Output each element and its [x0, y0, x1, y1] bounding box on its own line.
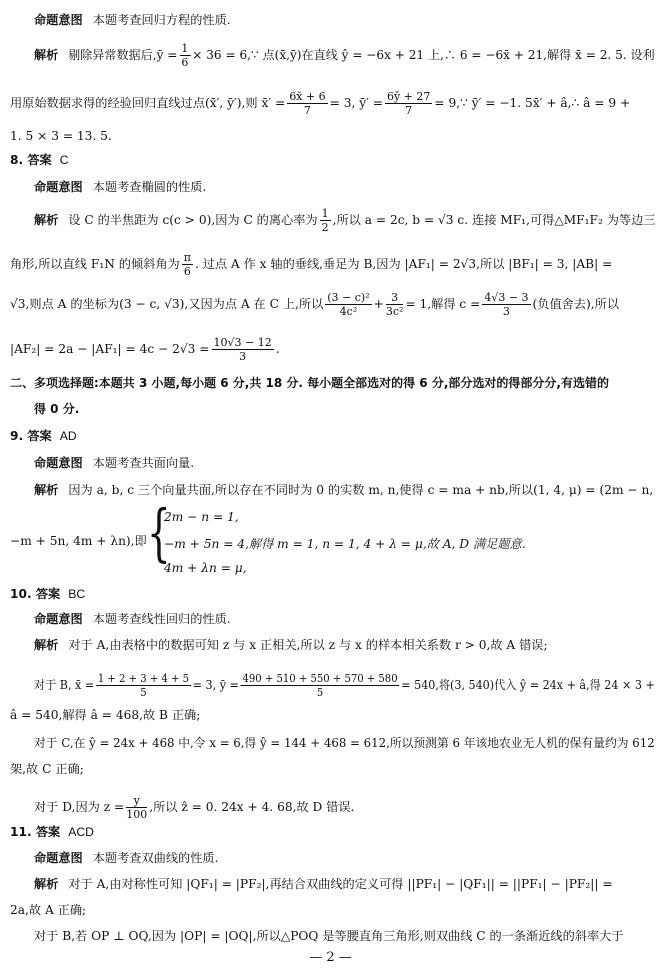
numerator: π [183, 251, 191, 264]
numerator: y [126, 795, 147, 808]
q7-analysis-line-1 [34, 43, 655, 68]
denominator: 6 [183, 265, 191, 278]
text: √3,则点 A 的坐标为(3 − c, √3),又因为点 A 在 C 上,所以 [10, 297, 324, 311]
intent-label: 命题意图 [34, 612, 83, 626]
text: 剔除异常数据后, [68, 48, 157, 62]
q7-analysis-line-2 [10, 91, 630, 116]
text: ,所以 ẑ = 0. 24x + 4. 68,故 D 错误. [149, 800, 355, 814]
text: ,所以 a = 2c, b = √3 c. 连接 MF₁,可得△MF₁F₂ 为等边三 [332, 213, 656, 227]
answer-label: 11. 答案 [10, 825, 61, 839]
page-number: — 2 — [309, 950, 352, 965]
denominator: 3 [502, 305, 510, 318]
text: × 36 = 6,∵ 点(x̄,ȳ)在直线 ŷ = −6x + 21 上,∴ 6 = −6x̄ + 21,解得 x̄ = 2. 5. 设利 [192, 48, 655, 62]
fraction [386, 292, 404, 317]
numerator: 3 [386, 292, 404, 305]
denominator: 2 [321, 221, 329, 234]
fraction [212, 337, 274, 362]
denominator: 7 [405, 104, 413, 117]
analysis-label: 解析 [34, 638, 59, 652]
fraction [287, 91, 327, 116]
fraction [385, 91, 432, 116]
fraction [126, 795, 147, 820]
section-heading: 二、多项选择题:本题共 3 小题,每小题 6 分,共 18 分. 每小题全部选对的得 6 分,部分选对的得部分分,有选错的 [10, 376, 609, 390]
intent-text: 本题考查回归方程的性质. [92, 13, 231, 27]
fraction [482, 292, 530, 317]
numerator: 6ȳ + 27 [386, 90, 431, 103]
intent-text: 本题考查椭圆的性质. [92, 180, 207, 194]
text: 对于 A,由表格中的数据可知 z 与 x 正相关,所以 z 与 x 的样本相关系数 r > 0,故 A 错误; [68, 638, 548, 652]
text: 因为 a, b, c 三个向量共面,所以存在不同时为 0 的实数 m, n,使得 c = ma + nb,所以(1, 4, μ) = (2m − n, [68, 483, 654, 497]
fraction [96, 673, 191, 698]
denominator: 5 [316, 686, 324, 699]
q11-analysis-line-1 [34, 878, 613, 890]
text: 对于 B, x̄ = [34, 678, 95, 692]
text: |AF₂| = 2a − |AF₁| = 4c − 2√3 = [10, 342, 210, 356]
q8-analysis-line-2 [10, 252, 612, 277]
intent-label: 命题意图 [34, 180, 83, 194]
q8-analysis-line-3 [10, 292, 619, 317]
intent-text: 本题考查双曲线的性质. [92, 851, 219, 865]
denominator: 4c² [339, 305, 358, 318]
text: (负值舍去),所以 [532, 297, 620, 311]
analysis-label: 解析 [34, 48, 59, 62]
q7-analysis-line-3: 1. 5 × 3 = 13. 5. [10, 129, 112, 143]
denominator: 100 [126, 808, 148, 821]
q9-intent-line [34, 457, 194, 469]
analysis-label: 解析 [34, 213, 59, 227]
intent-label: 命题意图 [34, 851, 83, 865]
q9-answer-line [10, 430, 77, 442]
denominator: 7 [303, 104, 311, 117]
q10-analysis-line-5: 架,故 C 正确; [10, 762, 84, 776]
text: 对于 A,由对称性可知 |QF₁| = |PF₂|,再结合双曲线的定义可得 ||PF₁| − |QF₁|| = ||PF₁| − |PF₂|| = [68, 877, 613, 891]
system-eq-3: 4m + λn = μ, [164, 561, 247, 575]
system-eq-2: −m + 5n = 4,解得 m = 1, n = 1, 4 + λ = μ,故 A, D 满足题意. [164, 537, 526, 551]
intent-text: 本题考查共面向量. [92, 456, 195, 470]
answer-label: 9. 答案 [10, 429, 52, 443]
numerator: 1 + 2 + 3 + 4 + 5 [97, 672, 190, 685]
text: . [275, 342, 280, 356]
q8-answer-line [10, 154, 69, 166]
answer-label: 8. 答案 [10, 153, 52, 167]
answer-label: 10. 答案 [10, 587, 61, 601]
numerator: 1 [181, 42, 189, 55]
q10-analysis-line-2 [34, 673, 655, 698]
brace-symbol: { [147, 496, 171, 569]
q8-intent-line [34, 181, 206, 193]
text: = 3, ȳ′ = [329, 96, 383, 110]
analysis-label: 解析 [34, 877, 59, 891]
answer-value: BC [68, 587, 86, 601]
q10-answer-line [10, 588, 85, 600]
numerator: (3 − c)² [327, 291, 370, 304]
fraction [182, 252, 193, 277]
intent-label: 命题意图 [34, 456, 83, 470]
numerator: 10√3 − 12 [213, 336, 272, 349]
q9-analysis-line-2: −m + 5n, 4m + λn),即 [10, 534, 147, 548]
numerator: 4√3 − 3 [484, 291, 529, 304]
q10-analysis-line-1 [34, 639, 548, 651]
numerator: 6x̄ + 6 [289, 90, 326, 103]
text: = 1,解得 c = [405, 297, 481, 311]
intent-label: 命题意图 [34, 13, 83, 27]
text: 对于 D,因为 z = [34, 800, 125, 814]
text: = 3, ȳ = [192, 678, 239, 692]
q10-intent-line [34, 613, 231, 625]
text: = 9,∵ ȳ′ = −1. 5x̄′ + â,∴ â = 9 + [434, 96, 631, 110]
numerator: 1 [321, 207, 329, 220]
q11-answer-line [10, 826, 94, 838]
answer-value: ACD [68, 825, 94, 839]
text: . 过点 A 作 x 轴的垂线,垂足为 B,因为 |AF₁| = 2√3,所以 |BF₁| = 3, |AB| = [194, 257, 613, 271]
q11-analysis-line-3: 对于 B,若 OP ⊥ OQ,因为 |OP| = |OQ|,所以△POQ 是等腰直角三角形,则双曲线 C 的一条渐近线的斜率大于 [34, 929, 624, 943]
q8-analysis-line-1 [34, 208, 655, 233]
denominator: 5 [140, 686, 147, 699]
text: 用原始数据求得的经验回归直线过点(x̄′, ȳ′),则 x̄′ = [10, 96, 286, 110]
q11-intent-line [34, 852, 219, 864]
system-eq-1: 2m − n = 1, [164, 510, 239, 524]
answer-value: C [59, 153, 69, 167]
intent-text: 本题考查线性回归的性质. [92, 612, 231, 626]
denominator: 3c² [385, 305, 404, 318]
section-heading-line-2: 得 0 分. [34, 402, 80, 416]
text: 角形,所以直线 F₁N 的倾斜角为 [10, 257, 180, 271]
fraction [325, 292, 371, 317]
q10-analysis-line-3: â = 540,解得 â = 468,故 B 正确; [10, 708, 201, 722]
q10-analysis-line-6 [34, 795, 354, 820]
q8-analysis-line-4 [10, 337, 280, 362]
text: = 540,将(3, 540)代入 ŷ = 24x + â,得 24 × 3 + [401, 678, 655, 692]
q9-analysis-line-1 [34, 484, 653, 496]
numerator: 490 + 510 + 550 + 570 + 580 [242, 672, 398, 685]
fraction [179, 43, 190, 68]
fraction [320, 208, 331, 233]
analysis-label: 解析 [34, 483, 59, 497]
text: ȳ = [156, 48, 178, 62]
fraction [241, 673, 400, 698]
q7-intent-line [34, 14, 231, 26]
denominator: 6 [181, 56, 189, 69]
q10-analysis-line-4: 对于 C,在 ŷ = 24x + 468 中,令 x = 6,得 ŷ = 144 + 468 = 612,所以预测第 6 年该地农业无人机的保有量约为 612 [34, 736, 655, 750]
q11-analysis-line-2: 2a,故 A 正确; [10, 903, 87, 917]
text: + [373, 297, 384, 311]
text: 设 C 的半焦距为 c(c > 0),因为 C 的离心率为 [68, 213, 318, 227]
denominator: 3 [239, 350, 247, 363]
answer-value: AD [59, 429, 77, 443]
